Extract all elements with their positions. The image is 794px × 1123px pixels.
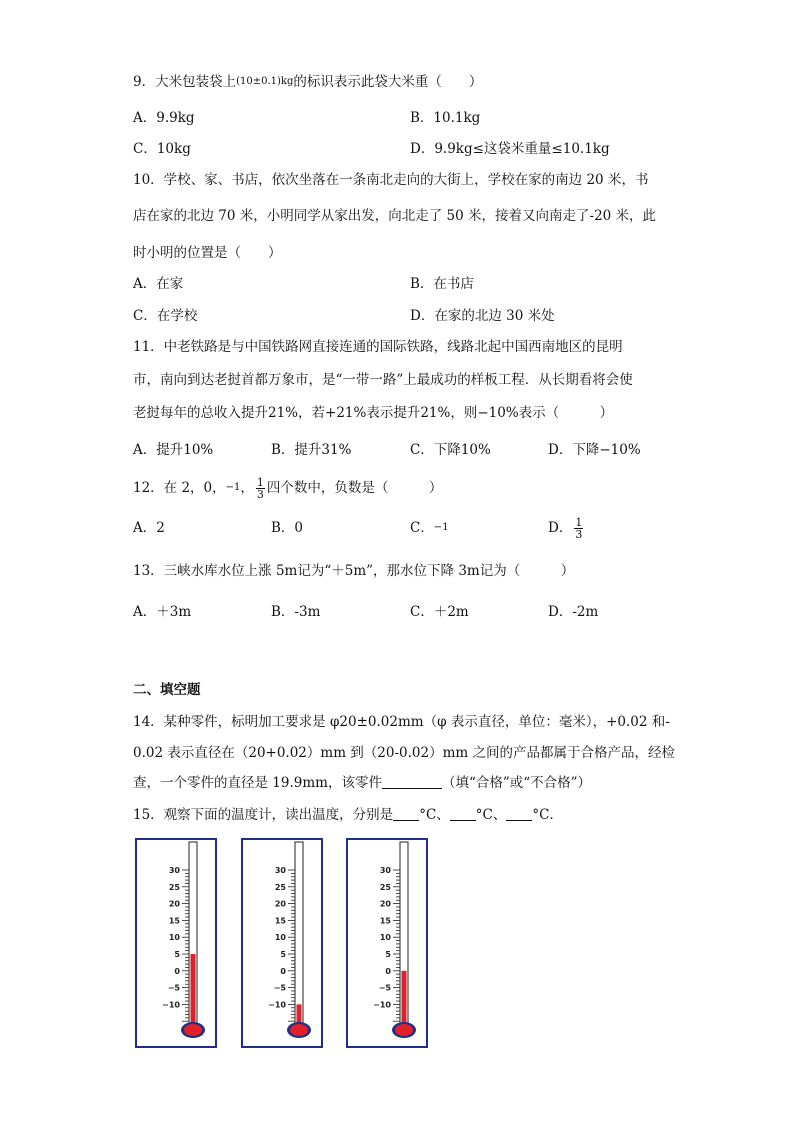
q12-option-d[interactable] — [548, 511, 585, 545]
q10-option-a[interactable]: A．在家 — [133, 276, 184, 292]
thermometer-scale-label: 10 — [379, 933, 391, 943]
thermometer-scale-label: 20 — [379, 899, 391, 909]
thermometer-tube — [295, 842, 303, 1026]
thermometer-scale-label: 15 — [274, 916, 286, 926]
thermometer-scale-label: −10 — [373, 1000, 391, 1010]
q15-unit-1: °C、 — [419, 807, 450, 823]
q12-option-c[interactable] — [410, 519, 449, 537]
thermometer-bulb — [184, 1024, 202, 1036]
q13-option-b[interactable]: B．-3m — [271, 604, 321, 620]
q15-unit-2: °C、 — [475, 807, 507, 823]
thermometer-scale-label: 5 — [174, 950, 180, 959]
q13-option-d[interactable]: D．-2m — [548, 604, 599, 620]
q10-option-b[interactable]: B．在书店 — [410, 276, 474, 292]
q12-frac-num: 1 — [256, 476, 264, 489]
thermometer-scale-label: 0 — [280, 966, 286, 976]
q9-stem — [133, 73, 482, 91]
q9-option-b[interactable]: B．10.1kg — [410, 110, 481, 126]
q15-blank-1[interactable] — [393, 807, 419, 821]
thermometer-1 — [135, 838, 217, 1048]
q14-answer-blank[interactable] — [382, 775, 442, 789]
q15-text: 15．观察下面的温度计，读出温度，分别是 — [133, 807, 394, 823]
q9-text-a: 9．大米包装袋上 — [133, 74, 237, 90]
thermometer-2-graphic — [243, 840, 325, 1050]
thermometer-liquid — [402, 971, 407, 1030]
q13-stem: 13．三峡水库水位上涨 5m记为“＋5m”，那水位下降 3m记为（ ） — [133, 563, 575, 579]
thermometer-scale-label: 30 — [274, 866, 286, 875]
q12-option-d-den: 3 — [575, 528, 583, 541]
q11-option-c[interactable]: C．下降10% — [410, 442, 491, 458]
q12-option-d-label: D． — [548, 520, 573, 536]
q12-stem — [133, 474, 442, 502]
thermometer-scale-label: 30 — [379, 866, 391, 875]
q10-line-1: 10．学校、家、书店，依次坐落在一条南北走向的大街上，学校在家的南边 20 米，书 — [133, 172, 649, 188]
q11-line-3: 老挝每年的总收入提升21%，若+21%表示提升21%，则−10%表示（ ） — [133, 405, 614, 421]
q13-option-a[interactable]: A．＋3m — [133, 604, 192, 620]
thermometer-scale-label: 30 — [168, 866, 180, 875]
thermometer-1-graphic — [137, 840, 219, 1050]
q9-option-d[interactable]: D．9.9kg≤这袋米重量≤10.1kg — [410, 141, 610, 157]
q11-line-1: 11．中老铁路是与中国铁路网直接连通的国际铁路，线路北起中国西南地区的昆明 — [133, 339, 623, 355]
thermometer-2 — [241, 838, 323, 1048]
q14-line-3 — [133, 774, 591, 792]
thermometer-scale-label: 5 — [385, 950, 391, 959]
thermometer-scale-label: −10 — [162, 1000, 180, 1010]
q14-line-3-a: 查，一个零件的直径是 19.9mm，该零件 — [133, 775, 382, 791]
q11-option-b[interactable]: B．提升31% — [271, 442, 352, 458]
q10-option-d[interactable]: D．在家的北边 30 米处 — [410, 308, 555, 324]
thermometer-3 — [346, 838, 428, 1048]
thermometer-scale-label: −10 — [268, 1000, 286, 1010]
q14-line-2: 0.02 表示直径在（20+0.02）mm 到（20-0.02）mm 之间的产品都属于合格产品，经检 — [133, 745, 675, 761]
q12-option-a[interactable]: A．2 — [133, 520, 165, 536]
q14-line-3-b: （填“合格”或“不合格”） — [441, 775, 592, 791]
q11-option-a[interactable]: A．提升10% — [133, 442, 214, 458]
q12-fraction — [256, 477, 265, 500]
thermometer-scale-label: 20 — [274, 899, 286, 909]
q15-blank-2[interactable] — [450, 807, 476, 821]
q12-frac-den: 3 — [256, 488, 264, 501]
q10-line-3: 时小明的位置是（ ） — [133, 245, 282, 261]
q9-option-c[interactable]: C．10kg — [133, 141, 191, 157]
q9-label: (10±0.1)kg — [236, 76, 294, 87]
thermometer-scale-label: 0 — [174, 966, 180, 976]
q11-option-d[interactable]: D．下降−10% — [548, 442, 641, 458]
thermometer-scale-label: 15 — [379, 916, 391, 926]
thermometer-scale-label: −5 — [378, 983, 391, 993]
q12-neg-one: −1 — [225, 482, 241, 493]
thermometer-scale-label: 10 — [168, 933, 180, 943]
q12-comma: ， — [240, 480, 254, 496]
thermometer-scale-label: 20 — [168, 899, 180, 909]
q12-option-d-num: 1 — [575, 516, 583, 529]
thermometer-scale-label: 5 — [280, 950, 286, 959]
q9-option-a[interactable]: A．9.9kg — [133, 110, 195, 126]
thermometer-scale-label: 10 — [274, 933, 286, 943]
thermometer-liquid — [191, 954, 196, 1030]
thermometer-scale-label: 0 — [385, 966, 391, 976]
thermometer-scale-label: 25 — [168, 882, 180, 892]
q13-option-c[interactable]: C．＋2m — [410, 604, 469, 620]
q12-option-b[interactable]: B．0 — [271, 520, 304, 536]
q15-stem — [133, 806, 563, 824]
thermometer-scale-label: −5 — [273, 983, 286, 993]
q12-text-a: 12．在 2，0， — [133, 480, 226, 496]
thermometer-scale-label: 25 — [274, 882, 286, 892]
q12-option-c-label: C． — [410, 520, 434, 536]
q12-text-b: 四个数中，负数是（ ） — [266, 480, 443, 496]
thermometer-3-graphic — [348, 840, 430, 1050]
thermometer-scale-label: 25 — [379, 882, 391, 892]
q14-line-1: 14．某种零件，标明加工要求是 φ20±0.02mm（φ 表示直径，单位：毫米），+0.02 和- — [133, 714, 670, 730]
q9-text-b: 的标识表示此袋大米重（ ） — [293, 74, 483, 90]
section-title: 二、填空题 — [133, 682, 201, 698]
q10-line-2: 店在家的北边 70 米，小明同学从家出发，向北走了 50 米，接着又向南走了-20 米，此 — [133, 208, 657, 224]
q11-line-2: 市，南向到达老挝首都万象市，是“一带一路”上最成功的样板工程．从长期看将会使 — [133, 372, 633, 388]
thermometer-bulb — [290, 1024, 308, 1036]
q10-option-c[interactable]: C．在学校 — [133, 308, 198, 324]
q12-option-c-value: −1 — [433, 522, 449, 533]
thermometer-bulb — [395, 1024, 413, 1036]
thermometer-scale-label: −5 — [167, 983, 180, 993]
q15-blank-3[interactable] — [506, 807, 532, 821]
thermometer-scale-label: 15 — [168, 916, 180, 926]
q15-unit-3: °C． — [532, 807, 563, 823]
q12-option-d-fraction — [574, 517, 583, 540]
